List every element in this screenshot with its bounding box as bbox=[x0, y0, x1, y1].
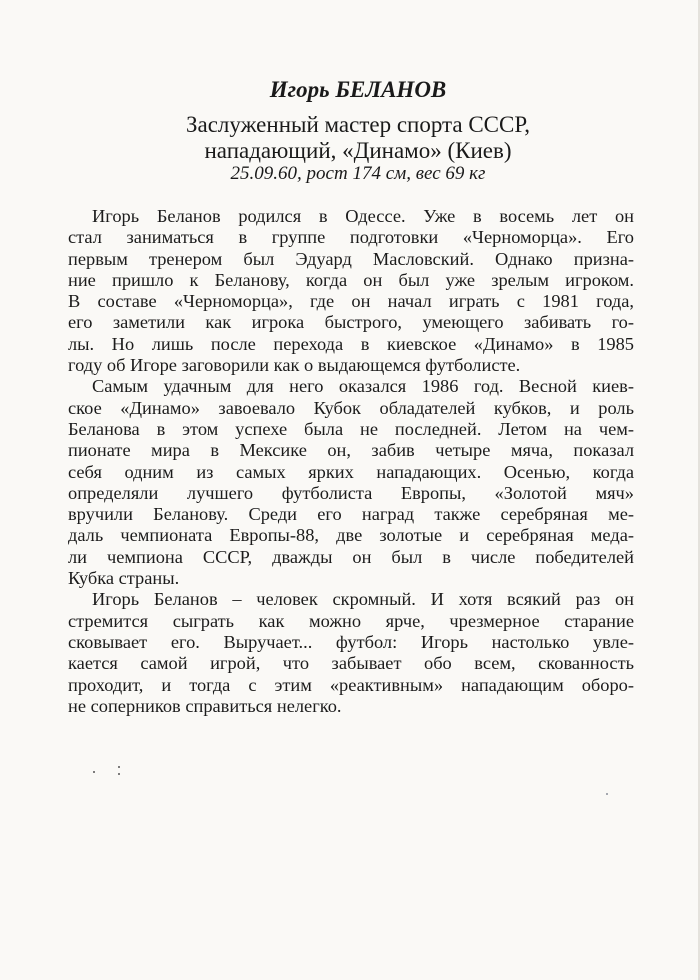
bio-line: В составе «Черноморца», где он начал играть с 1981 года, bbox=[68, 291, 634, 312]
bio-line: Игорь Беланов родился в Одессе. Уже в восемь лет он bbox=[92, 206, 634, 226]
player-title-line-1: Заслуженный мастер спорта СССР, bbox=[185, 112, 531, 137]
bio-line: первым тренером был Эдуард Масловский. Однако призна- bbox=[68, 248, 634, 269]
bio-line: ское «Динамо» завоевало Кубок обладателей кубков, и роль bbox=[68, 397, 634, 418]
bio-line: кается самой игрой, что забывает обо всем, скованность bbox=[68, 653, 634, 674]
print-speck bbox=[93, 771, 95, 773]
print-speck bbox=[118, 773, 120, 775]
bio-line: пионате мира в Мексике он, забив четыре мяча, показал bbox=[68, 440, 634, 461]
bio-line: не соперников справиться нелегко. bbox=[68, 695, 342, 716]
bio-line: определяли лучшего футболиста Европы, «Золотой мяч» bbox=[68, 482, 634, 503]
bio-line: году об Игоре заговорили как о выдающемся футболисте. bbox=[68, 355, 521, 376]
bio-line: проходит, и тогда с этим «реактивным» нападающим оборо- bbox=[68, 674, 634, 695]
bio-line: Кубка страны. bbox=[68, 568, 180, 589]
bio-line: себя одним из самых ярких нападающих. Осенью, когда bbox=[68, 461, 634, 482]
print-speck bbox=[606, 793, 608, 795]
bio-line: Игорь Беланов – человек скромный. И хотя всякий раз он bbox=[92, 589, 634, 610]
bio-line: стремится сыграть как можно ярче, чрезмерное старание bbox=[68, 610, 634, 631]
biography-text bbox=[68, 206, 634, 717]
bio-line: его заметили как игрока быстрого, умеющего забивать го- bbox=[68, 312, 634, 333]
player-name: Игорь БЕЛАНОВ bbox=[269, 77, 447, 102]
bio-line: ние пришло к Беланову, когда он был уже зрелым игроком. bbox=[68, 269, 634, 290]
player-birth-stats: 25.09.60, рост 174 см, вес 69 кг bbox=[230, 163, 486, 184]
bio-line: Беланова в этом успехе была не последней. Летом на чем- bbox=[68, 418, 634, 439]
bio-line: вручили Беланову. Среди его наград также серебряная ме- bbox=[68, 504, 634, 525]
bio-line: сковывает его. Выручает... футбол: Игорь настолько увле- bbox=[68, 631, 634, 652]
player-title-line-2: нападающий, «Динамо» (Киев) bbox=[204, 138, 512, 163]
bio-line: ли чемпиона СССР, дважды он был в числе победителей bbox=[68, 546, 634, 567]
bio-line: лы. Но лишь после перехода в киевское «Динамо» в 1985 bbox=[68, 333, 634, 354]
print-speck bbox=[118, 766, 120, 768]
bio-line: стал заниматься в группе подготовки «Черноморца». Его bbox=[68, 227, 634, 248]
bio-line: Самым удачным для него оказался 1986 год. Весной киев- bbox=[92, 376, 634, 397]
bio-line: даль чемпионата Европы-88, две золотые и серебряная меда- bbox=[68, 525, 634, 546]
